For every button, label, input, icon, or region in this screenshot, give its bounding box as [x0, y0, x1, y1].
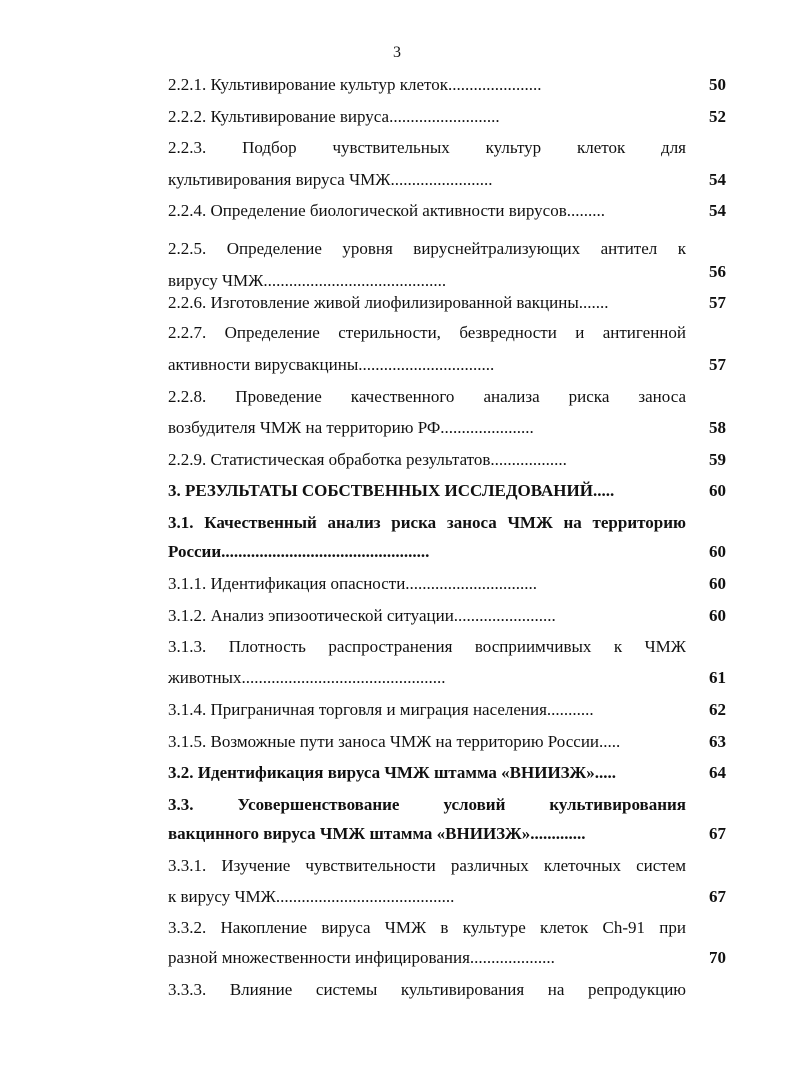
toc-page-number: 57 [709, 293, 726, 312]
toc-entry-line: животных................................................ [168, 668, 446, 687]
toc-entry-line: 2.2.3. Подбор чувствительных культур клеток для [168, 138, 686, 157]
toc-page-number: 54 [709, 170, 726, 189]
toc-entry-line: 2.2.1. Культивирование культур клеток...................... [168, 75, 542, 94]
toc-page-number: 70 [709, 948, 726, 967]
toc-entry-line: 2.2.4. Определение биологической активности вирусов......... [168, 201, 605, 220]
toc-page-number: 58 [709, 418, 726, 437]
toc-page-number: 60 [709, 542, 726, 561]
toc-page-number: 56 [709, 262, 726, 281]
toc-entry-line: 3.1.4. Приграничная торговля и миграция населения........... [168, 700, 594, 719]
toc-entry-line: вирусу ЧМЖ........................................... [168, 271, 447, 290]
toc-entry-line: 2.2.7. Определение стерильности, безвредности и антигенной [168, 323, 686, 342]
toc-page-number: 67 [709, 824, 726, 843]
toc-page-number: 61 [709, 668, 726, 687]
toc-entry-line: 3.3. Усовершенствование условий культивирования [168, 795, 686, 814]
toc-entry-line: 3.2. Идентификация вируса ЧМЖ штамма «ВНИИЗЖ»..... [168, 763, 616, 782]
toc-entry-line: 2.2.9. Статистическая обработка результатов.................. [168, 450, 567, 469]
toc-page-number: 60 [709, 606, 726, 625]
toc-page-number: 60 [709, 481, 726, 500]
toc-entry-line: активности вирусвакцины................................ [168, 355, 495, 374]
page-number: 3 [393, 44, 401, 61]
toc-entry-line: 3.1.1. Идентификация опасности............................... [168, 574, 538, 593]
toc-entry-line: 3.3.2. Накопление вируса ЧМЖ в культуре клеток Ch-91 при [168, 918, 686, 937]
toc-entry-line: вакцинного вируса ЧМЖ штамма «ВНИИЗЖ»............. [168, 824, 586, 843]
toc-entry-line: 3.3.3. Влияние системы культивирования на репродукцию [168, 980, 686, 999]
toc-entry-line: 3. РЕЗУЛЬТАТЫ СОБСТВЕННЫХ ИССЛЕДОВАНИЙ..... [168, 481, 615, 500]
toc-page-number: 50 [709, 75, 726, 94]
toc-page-number: 63 [709, 732, 726, 751]
toc-entry-line: 2.2.6. Изготовление живой лиофилизированной вакцины....... [168, 293, 609, 312]
toc-page-number: 52 [709, 107, 726, 126]
toc-page-number: 59 [709, 450, 726, 469]
toc-entry-line: к вирусу ЧМЖ.......................................... [168, 887, 455, 906]
toc-entry-line: 2.2.2. Культивирование вируса.......................... [168, 107, 500, 126]
toc-entry-line: 3.1.5. Возможные пути заноса ЧМЖ на территорию России..... [168, 732, 621, 751]
toc-page-number: 62 [709, 700, 726, 719]
toc-page-number: 54 [709, 201, 726, 220]
toc-entry-line: 2.2.5. Определение уровня вируснейтрализующих антител к [168, 239, 686, 258]
toc-entry-line: культивирования вируса ЧМЖ........................ [168, 170, 493, 189]
toc-entry-line: России................................................. [168, 542, 430, 561]
toc-entry-line: 3.1.3. Плотность распространения восприимчивых к ЧМЖ [168, 637, 686, 656]
toc-entry-line: возбудителя ЧМЖ на территорию РФ...................... [168, 418, 534, 437]
toc-entry-line: 3.1.2. Анализ эпизоотической ситуации........................ [168, 606, 556, 625]
toc-entry-line: 2.2.8. Проведение качественного анализа риска заноса [168, 387, 686, 406]
toc-page-number: 67 [709, 887, 726, 906]
toc-page-number: 57 [709, 355, 726, 374]
toc-page-number: 64 [709, 763, 726, 782]
toc-entry-line: 3.1. Качественный анализ риска заноса ЧМЖ на территорию [168, 513, 686, 532]
toc-entry-line: 3.3.1. Изучение чувствительности различных клеточных систем [168, 856, 686, 875]
toc-page-number: 60 [709, 574, 726, 593]
toc-entry-line: разной множественности инфицирования.................... [168, 948, 555, 967]
